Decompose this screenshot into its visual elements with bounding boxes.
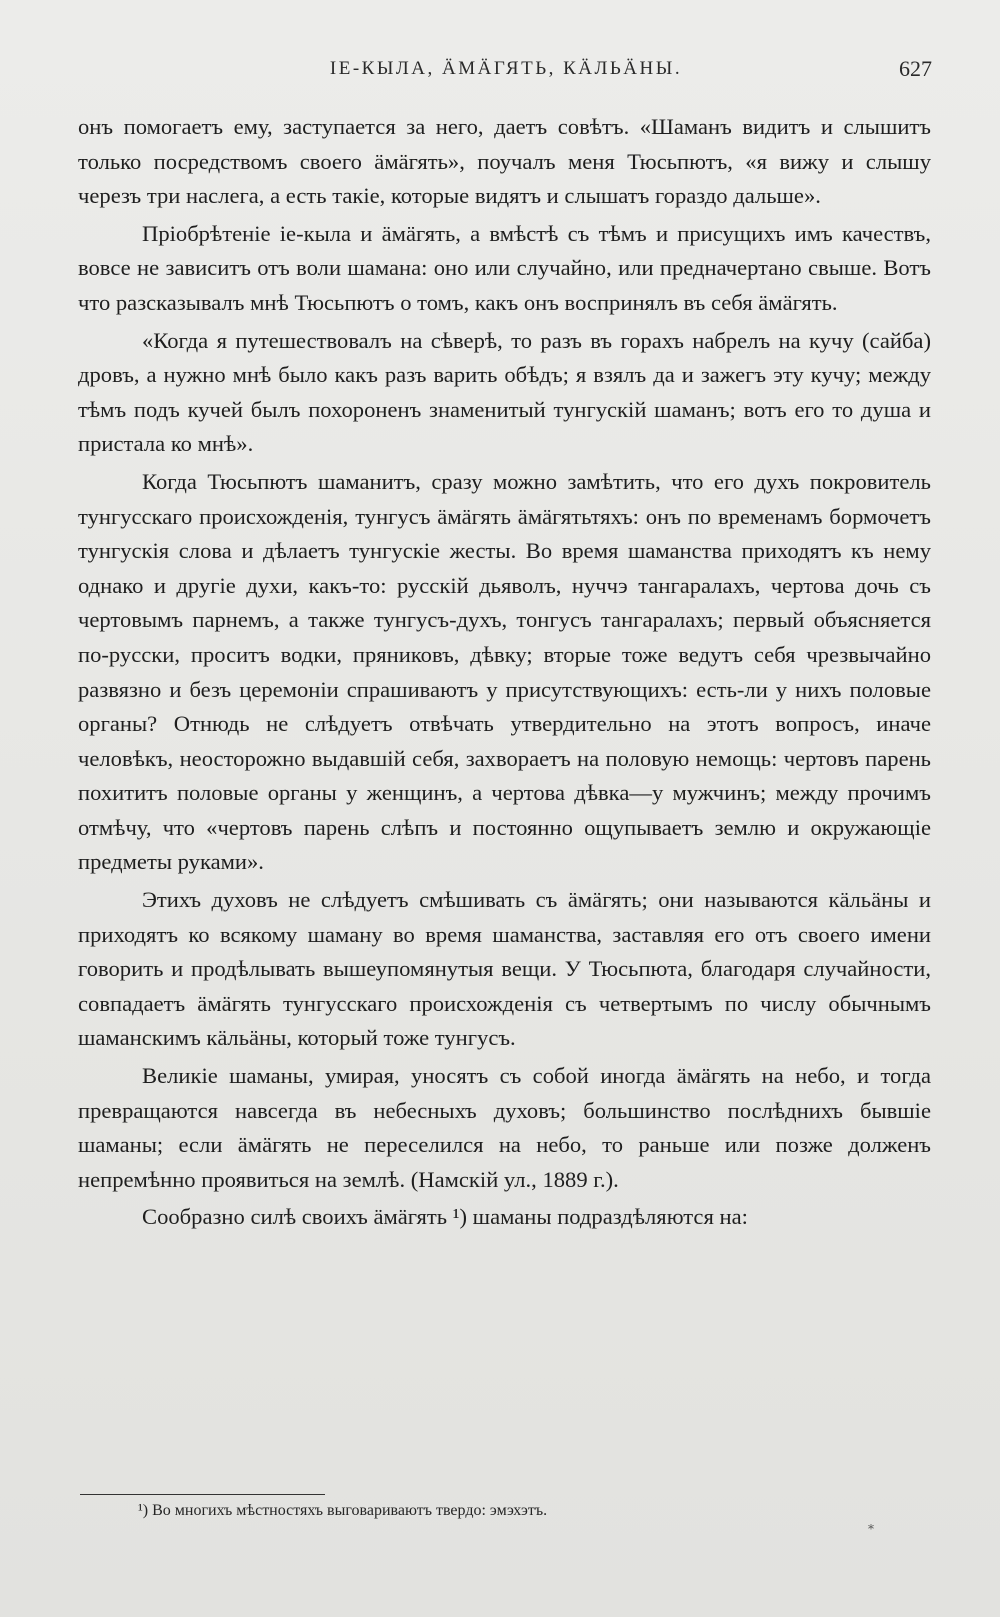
paragraph-2: Пріобрѣтеніе іе-кыла и ӓмӓгять, а вмѣстѣ съ тѣмъ и присущихъ имъ качествъ, вовсе не зависитъ отъ воли шамана: оно или случайно, или предначертано свыше. Вотъ что разсказывалъ мнѣ Тюсьпютъ о томъ, какъ онъ воспринялъ въ себя ӓмӓгять.: [78, 220, 931, 315]
paragraph-3: «Когда я путешествовалъ на сѣверѣ, то разъ въ горахъ набрелъ на кучу (сайба) дровъ, а нужно мнѣ было какъ разъ варить обѣдъ; я взялъ да и зажегъ эту кучу; между тѣмъ подъ кучей былъ похороненъ знаменитый тунгускій шаманъ; вотъ его то душа и пристала ко мнѣ».: [78, 327, 931, 457]
paragraph-5: Этихъ духовъ не слѣдуетъ смѣшивать съ ӓмӓгять; они называются кӓльӓны и приходятъ ко всякому шаману во время шаманства, заставляя его отъ своего имени говорить и продѣлывать вышеупомянутыя вещи. У Тюсьпюта, благодаря случайности, совпадаетъ ӓмӓгять тунгусскаго происхожденія съ четвертымъ по числу обычнымъ шаманскимъ кӓльӓны, который тоже тунгусъ.: [78, 887, 931, 1051]
paragraph-7: Сообразно силѣ своихъ ӓмӓгять ¹) шаманы подраздѣляются на:: [142, 1204, 748, 1230]
footnote-divider: [80, 1494, 325, 1495]
paragraph-4: Когда Тюсьпютъ шаманитъ, сразу можно замѣтить, что его духъ покровитель тунгусскаго происхожденія, тунгусъ ӓмӓгять ӓмӓгятьтяхъ: онъ по временамъ бормочетъ тунгускія слова и дѣлаетъ тунгускіе жесты. Во время шаманства приходятъ къ нему однако и другіе духи, какъ-то: русскій дьяволъ, нуччэ тангаралахъ, чертова дочь съ чертовымъ парнемъ, а также тунгусъ-духъ, тонгусъ тангаралахъ; первый объясняется по-русски, проситъ водки, пряниковъ, дѣвку; вторые тоже ведутъ себя чрезвычайно развязно и безъ церемоніи спрашиваютъ у присутствующихъ: есть-ли у нихъ половые органы? Отнюдь не слѣдуетъ отвѣчать утвердительно на этотъ вопросъ, иначе человѣкъ, неосторожно выдавшій себя, захвораетъ на половую немощь: чертовъ парень похититъ половые органы у женщинъ, а чертова дѣвка—у мужчинъ; между прочимъ отмѣчу, что «чертовъ парень слѣпъ и постоянно ощупываетъ землю и окружающіе предметы руками».: [78, 468, 931, 875]
page-mark: *: [868, 1522, 874, 1536]
footnote: ¹) Во многихъ мѣстностяхъ выговариваютъ твердо: эмэхэтъ.: [138, 1502, 548, 1519]
paragraph-1: онъ помогаетъ ему, заступается за него, даетъ совѣтъ. «Шаманъ видитъ и слышитъ только посредствомъ своего ӓмӓгять», поучалъ меня Тюсьпютъ, «я вижу и слышу черезъ три наслега, а есть такіе, которые видятъ и слышатъ гораздо дальше».: [78, 114, 931, 209]
page-number: 627: [899, 56, 932, 81]
running-title: ІЕ-КЫЛА, ӒМӒГЯТЬ, КӒЛЬӒНЫ.: [329, 58, 683, 79]
paragraph-6: Великіе шаманы, умирая, уносятъ съ собой иногда ӓмӓгять на небо, и тогда превращаются навсегда въ небесныхъ духовъ; большинство послѣднихъ бывшіе шаманы; если ӓмӓгять не переселился на небо, то раньше или позже долженъ непремѣнно проявиться на землѣ. (Намскій ул., 1889 г.).: [78, 1063, 931, 1192]
running-header: [80, 58, 932, 88]
main-text: [78, 110, 931, 1235]
